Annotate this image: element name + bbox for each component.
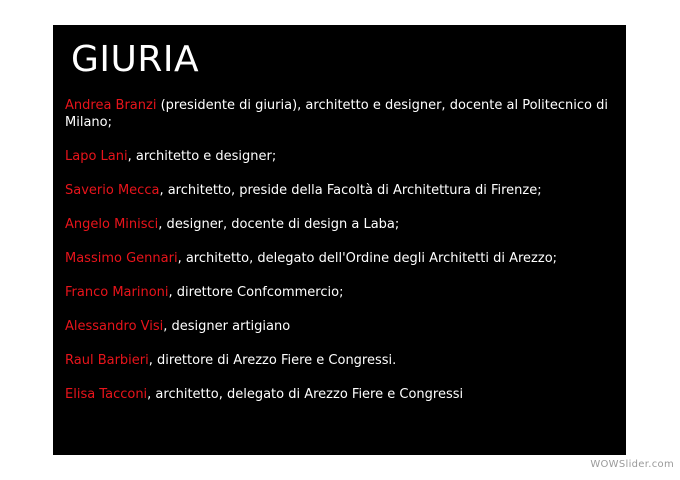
jury-member-description: , direttore di Arezzo Fiere e Congressi. bbox=[148, 353, 397, 368]
jury-member-description: , designer artigiano bbox=[163, 319, 291, 334]
jury-member-name: Raul Barbieri bbox=[65, 353, 149, 368]
jury-member-description: , direttore Confcommercio; bbox=[168, 285, 344, 300]
jury-member bbox=[65, 182, 610, 199]
jury-member-name: Angelo Minisci bbox=[65, 217, 159, 232]
jury-member bbox=[65, 97, 610, 131]
slide bbox=[53, 25, 626, 455]
jury-member bbox=[65, 250, 610, 267]
jury-member-description: , architetto, preside della Facoltà di Architettura di Firenze; bbox=[159, 183, 542, 198]
jury-member-description: (presidente di giuria), architetto e designer, docente al Politecnico di Milano; bbox=[65, 98, 608, 130]
jury-member-name: Massimo Gennari bbox=[65, 251, 178, 266]
jury-member-description: , architetto, delegato di Arezzo Fiere e Congressi bbox=[147, 387, 464, 402]
slide-title: GIURIA bbox=[71, 39, 200, 80]
jury-member-description: , designer, docente di design a Laba; bbox=[158, 217, 400, 232]
jury-member-name: Andrea Branzi bbox=[65, 98, 157, 113]
jury-member bbox=[65, 284, 610, 301]
jury-member bbox=[65, 352, 610, 369]
watermark-link[interactable]: WOWSlider.com bbox=[590, 459, 674, 470]
jury-member-description: , architetto e designer; bbox=[127, 149, 277, 164]
jury-member bbox=[65, 318, 610, 335]
jury-member-name: Franco Marinoni bbox=[65, 285, 169, 300]
jury-member bbox=[65, 216, 610, 233]
jury-member-name: Saverio Mecca bbox=[65, 183, 160, 198]
jury-member-name: Alessandro Visi bbox=[65, 319, 164, 334]
jury-member-description: , architetto, delegato dell'Ordine degli Architetti di Arezzo; bbox=[177, 251, 558, 266]
jury-member bbox=[65, 386, 610, 403]
jury-list bbox=[65, 97, 610, 420]
jury-member-name: Lapo Lani bbox=[65, 149, 128, 164]
jury-member-name: Elisa Tacconi bbox=[65, 387, 148, 402]
jury-member bbox=[65, 148, 610, 165]
